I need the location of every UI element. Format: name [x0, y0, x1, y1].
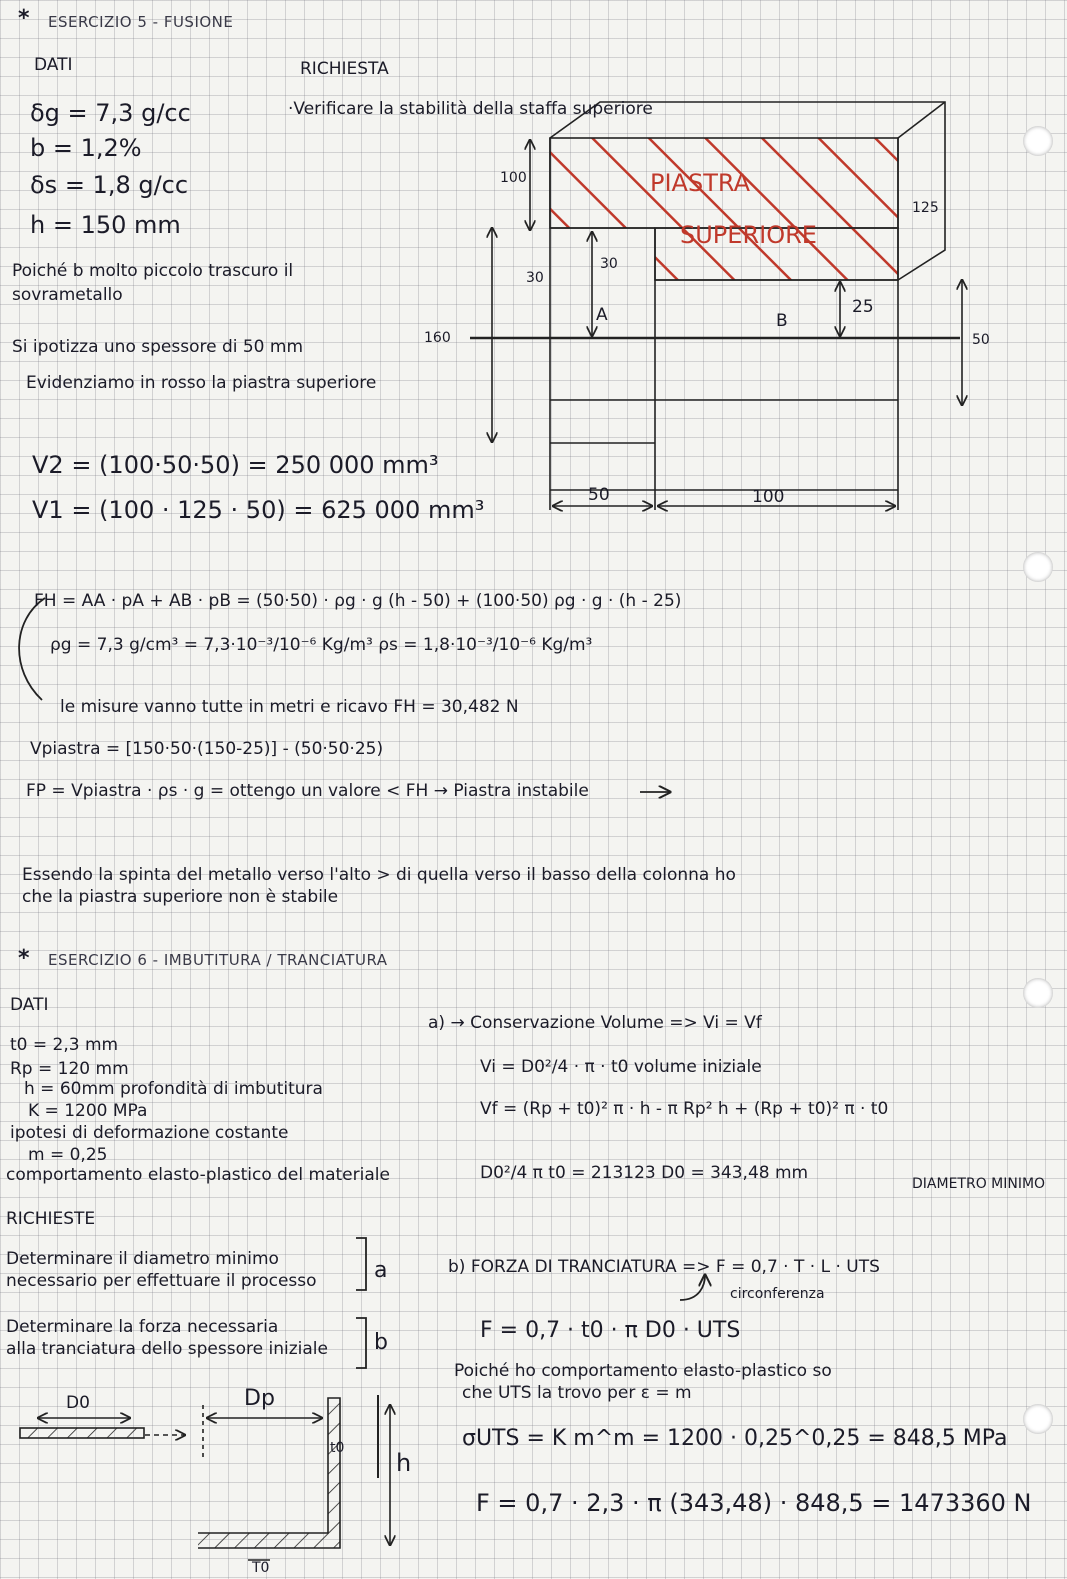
ex5-star: *	[18, 6, 30, 31]
ex6-b-4: Poiché ho comportamento elasto-plastico so	[454, 1361, 832, 1381]
ex6-tag-b: b	[374, 1330, 388, 1355]
label-d0: D0	[66, 1393, 90, 1413]
plate-label-1: PIASTRA	[650, 169, 750, 197]
ex6-tag-a: a	[374, 1258, 388, 1283]
label-dp: Dp	[244, 1386, 275, 1411]
ex6-data-6: m = 0,25	[28, 1145, 108, 1165]
label-t0-wall: t0	[330, 1440, 345, 1456]
ex5-note-4: Evidenziamo in rosso la piastra superiore	[26, 373, 377, 393]
ex6-a-2: Vi = D0²/4 · π · t0 volume iniziale	[480, 1057, 762, 1077]
dim-160: 160	[424, 330, 451, 346]
ex5-calc-4: Vpiastra = [150·50·(150-25)] - (50·50·25)	[30, 739, 384, 759]
ex6-a-1: a) → Conservazione Volume => Vi = Vf	[428, 1013, 762, 1033]
ex6-star: *	[18, 946, 30, 971]
dim-100-bottom: 100	[752, 487, 785, 507]
ex6-data-2: Rp = 120 mm	[10, 1059, 129, 1079]
ex5-data-2: b = 1,2%	[30, 134, 142, 162]
ex5-note-2: sovrametallo	[12, 285, 123, 305]
dim-50-bottom: 50	[588, 485, 610, 505]
ex6-richiesta-4: alla tranciatura dello spessore iniziale	[6, 1339, 328, 1359]
dim-25: 25	[852, 297, 874, 317]
ex5-title: ESERCIZIO 5 - FUSIONE	[48, 13, 234, 31]
ex5-volume-2: V2 = (100·50·50) = 250 000 mm³	[32, 451, 439, 479]
ex5-conclusion-2: che la piastra superiore non è stabile	[22, 887, 339, 907]
ex6-b-6: σUTS = K m^m = 1200 · 0,25^0,25 = 848,5 MPa	[462, 1426, 1008, 1451]
label-h: h	[396, 1449, 412, 1477]
ex5-note-3: Si ipotizza uno spessore di 50 mm	[12, 337, 304, 357]
drawing-sketch	[20, 1395, 390, 1560]
ex6-title: ESERCIZIO 6 - IMBUTITURA / TRANCIATURA	[48, 951, 388, 969]
ex6-data-5: ipotesi di deformazione costante	[10, 1123, 289, 1143]
ex5-dati-label: DATI	[34, 55, 73, 75]
dim-125: 125	[912, 200, 939, 216]
ex6-data-4: K = 1200 MPa	[28, 1101, 148, 1121]
ex6-b-1: b) FORZA DI TRANCIATURA => F = 0,7 · T · L · UTS	[448, 1257, 880, 1277]
ex6-richieste-label: RICHIESTE	[6, 1209, 96, 1229]
point-a: A	[596, 305, 608, 325]
ex5-calc-3: le misure vanno tutte in metri e ricavo FH = 30,482 N	[60, 697, 519, 717]
ex6-data-3: h = 60mm profondità di imbutitura	[24, 1079, 323, 1099]
ex6-a-5: DIAMETRO MINIMO	[912, 1176, 1046, 1192]
point-b: B	[776, 311, 788, 331]
ex5-richiesta-label: RICHIESTA	[300, 59, 389, 79]
ex5-volume-1: V1 = (100 · 125 · 50) = 625 000 mm³	[32, 496, 485, 524]
ex6-data-1: t0 = 2,3 mm	[10, 1035, 119, 1055]
ex5-calc-5: FP = Vpiastra · ρs · g = ottengo un valore < FH → Piastra instabile	[26, 781, 589, 801]
plate-label-2: SUPERIORE	[680, 221, 817, 249]
ex5-richiesta-text: ·Verificare la stabilità della staffa superiore	[288, 99, 653, 119]
ex5-calc-1: FH = AA · pA + AB · pB = (50·50) · ρg · g (h - 50) + (100·50) ρg · g · (h - 25)	[34, 591, 682, 611]
ex5-calc-2: ρg = 7,3 g/cm³ = 7,3·10⁻³/10⁻⁶ Kg/m³ ρs = 1,8·10⁻³/10⁻⁶ Kg/m³	[50, 635, 593, 655]
ex5-note-1: Poiché b molto piccolo trascuro il	[12, 261, 294, 281]
ex5-data-3: δs = 1,8 g/cc	[30, 171, 189, 199]
ex6-dati-label: DATI	[10, 995, 49, 1015]
dim-30-inner: 30	[600, 256, 618, 272]
ex5-conclusion-1: Essendo la spinta del metallo verso l'alto > di quella verso il basso della colonna ho	[22, 865, 736, 885]
ex6-b-5: che UTS la trovo per ε = m	[462, 1383, 692, 1403]
ex6-richiesta-2: necessario per effettuare il processo	[6, 1271, 317, 1291]
ex6-a-4: D0²/4 π t0 = 213123 D0 = 343,48 mm	[480, 1163, 809, 1183]
ex6-b-7: F = 0,7 · 2,3 · π (343,48) · 848,5 = 1473360 N	[476, 1489, 1032, 1517]
ex6-b-3: F = 0,7 · t0 · π D0 · UTS	[480, 1318, 741, 1343]
dim-30-left: 30	[526, 270, 544, 286]
ex6-a-3: Vf = (Rp + t0)² π · h - π Rp² h + (Rp + t0)² π · t0	[480, 1099, 889, 1119]
ex6-richiesta-1: Determinare il diametro minimo	[6, 1249, 279, 1269]
dim-100-height: 100	[500, 170, 527, 186]
ex5-data-4: h = 150 mm	[30, 211, 181, 239]
dim-50-right: 50	[972, 332, 990, 348]
casting-diagram	[470, 102, 962, 510]
ex5-data-1: δg = 7,3 g/cc	[30, 99, 191, 127]
ex6-data-7: comportamento elasto-plastico del materiale	[6, 1165, 390, 1185]
ex6-richiesta-3: Determinare la forza necessaria	[6, 1317, 279, 1337]
ex6-b-2: circonferenza	[730, 1286, 825, 1302]
label-t0-base: T0	[252, 1560, 270, 1576]
